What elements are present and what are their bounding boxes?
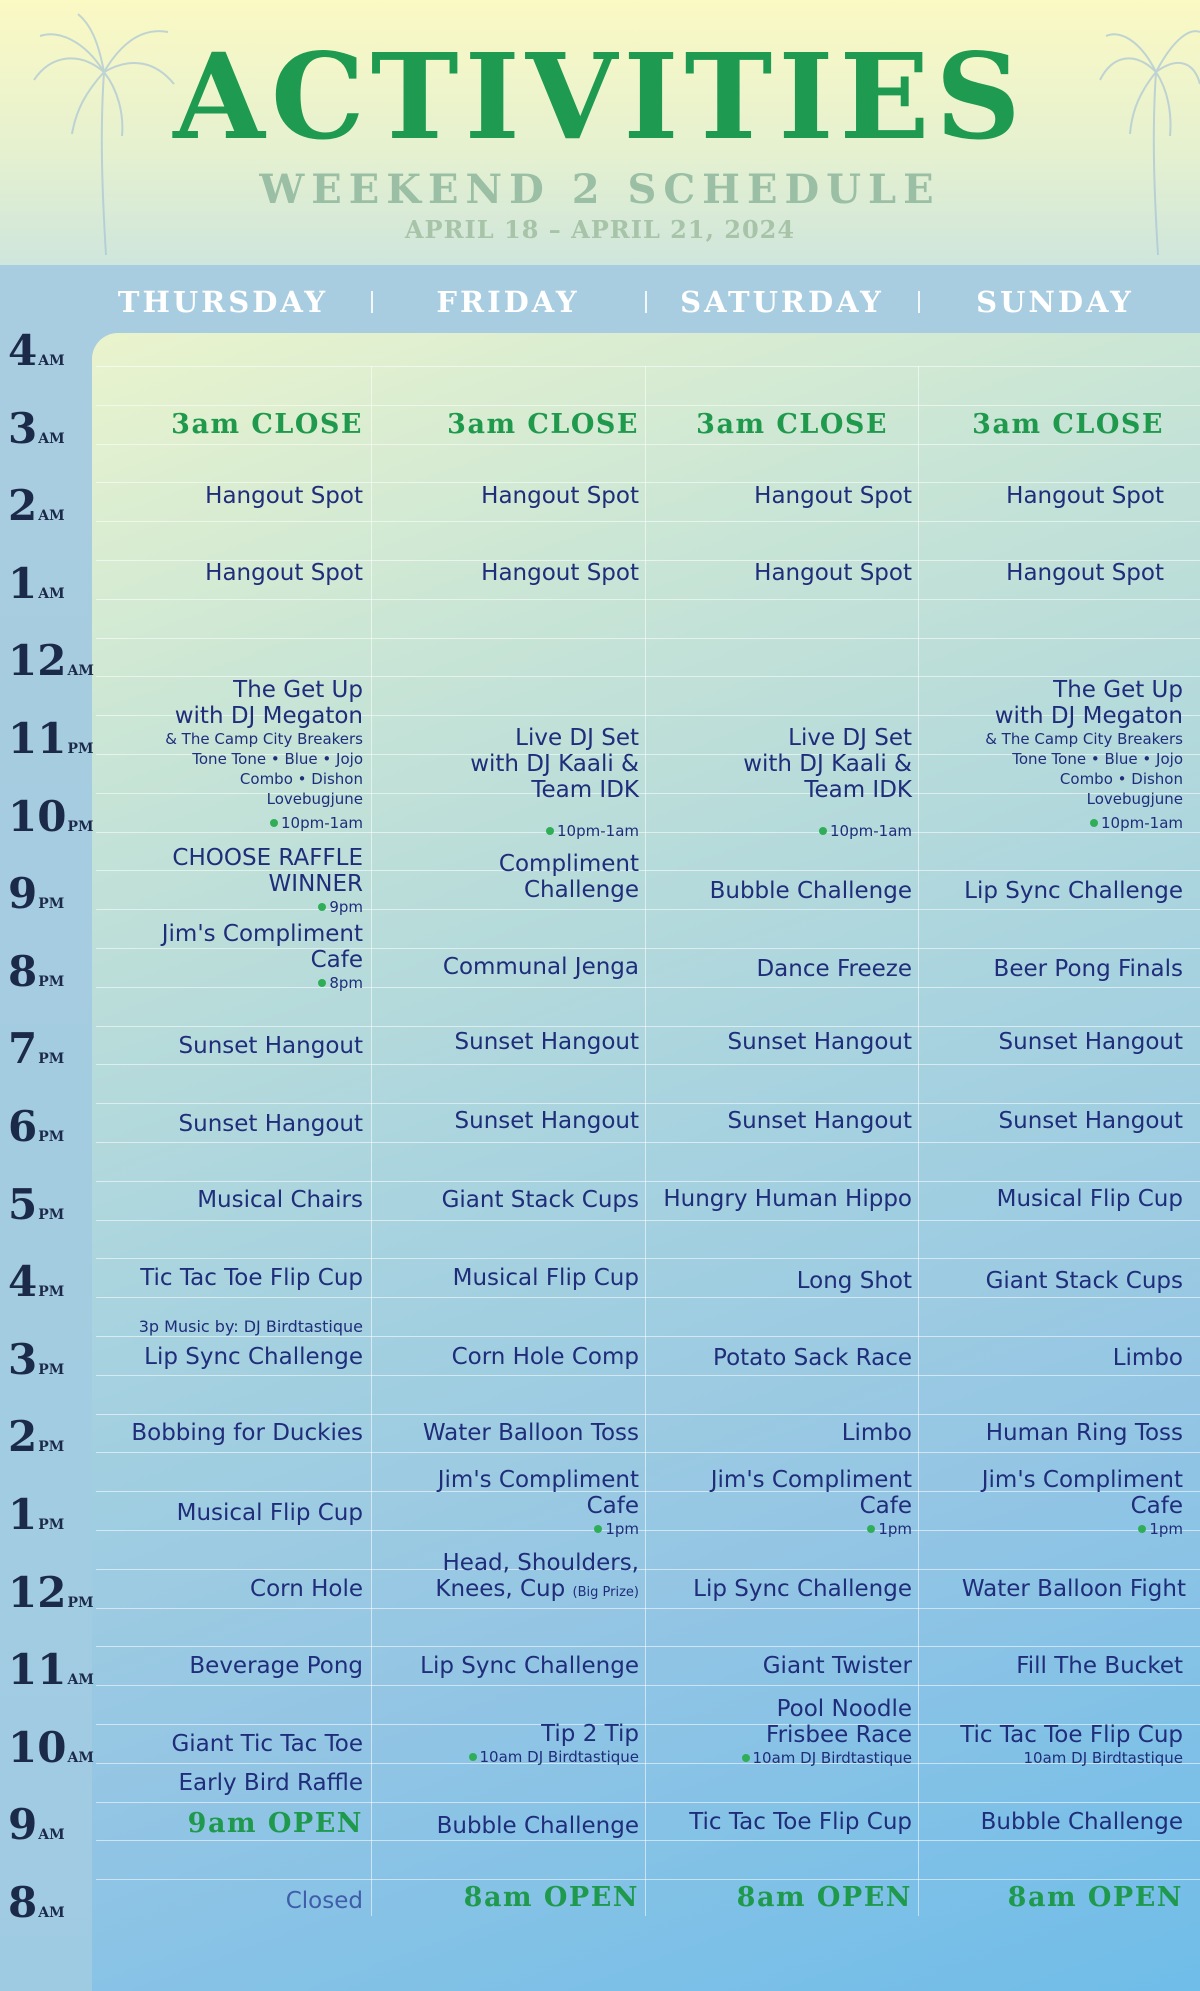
event-title: Jim's Compliment xyxy=(437,1467,639,1493)
grid-row-line xyxy=(96,1064,1200,1065)
thursday-2pm: Bobbing for Duckies xyxy=(131,1420,363,1446)
saturday-2am-hangout: Hangout Spot xyxy=(754,483,912,509)
friday-live-dj xyxy=(470,725,639,841)
event-time: 10pm-1am xyxy=(985,813,1183,833)
hour-label: 5PM xyxy=(8,1180,65,1229)
grid-row-line xyxy=(96,1142,1200,1143)
header xyxy=(0,0,1200,265)
sunday-5pm: Musical Flip Cup xyxy=(996,1186,1183,1212)
grid-row-line xyxy=(96,1646,1200,1647)
saturday-2pm: Limbo xyxy=(841,1420,912,1446)
hour-label: 10AM xyxy=(8,1723,94,1772)
grid-row-line xyxy=(96,1879,1200,1880)
thursday-2am-hangout: Hangout Spot xyxy=(205,483,363,509)
time-dot-icon xyxy=(318,903,326,911)
grid-row-line xyxy=(96,405,1200,406)
event-title: Cafe xyxy=(859,1493,912,1519)
event-title: Frisbee Race xyxy=(766,1722,912,1748)
sunday-3am-close: 3am CLOSE xyxy=(972,409,1164,440)
time-dot-icon xyxy=(318,979,326,987)
grid-row-line xyxy=(96,521,1200,522)
event-time: 10pm-1am xyxy=(165,813,363,833)
event-title: Cafe xyxy=(1130,1493,1183,1519)
hour-label: 3AM xyxy=(8,404,65,453)
grid-row-line xyxy=(96,1026,1200,1027)
event-time: 10am DJ Birdtastique xyxy=(1023,1749,1183,1767)
event-time: 8pm xyxy=(162,973,363,993)
friday-3am-close: 3am CLOSE xyxy=(447,409,639,440)
grid-row-line xyxy=(96,1181,1200,1182)
grid-row-line xyxy=(96,1375,1200,1376)
hour-label: 1PM xyxy=(8,1490,65,1539)
hour-label: 8AM xyxy=(8,1878,65,1927)
event-performers: Tone Tone • Blue • Jojo xyxy=(192,750,363,768)
event-title: Tic Tac Toe Flip Cup xyxy=(960,1722,1183,1748)
friday-9am: Bubble Challenge xyxy=(436,1813,639,1839)
page-title: ACTIVITIES xyxy=(173,27,1027,166)
event-time: 1pm xyxy=(438,1519,639,1539)
friday-11am: Lip Sync Challenge xyxy=(420,1653,639,1679)
time-dot-icon xyxy=(742,1754,750,1762)
friday-7pm: Sunset Hangout xyxy=(454,1029,639,1055)
event-time: 10am DJ Birdtastique xyxy=(469,1747,640,1767)
hour-label: 4AM xyxy=(8,326,65,375)
saturday-9am: Tic Tac Toe Flip Cup xyxy=(689,1809,912,1835)
event-title: with DJ Kaali & xyxy=(470,751,639,777)
thursday-get-up xyxy=(165,677,363,833)
event-title: Jim's Compliment xyxy=(710,1467,912,1493)
event-title: Jim's Compliment xyxy=(981,1467,1183,1493)
saturday-6pm: Sunset Hangout xyxy=(727,1108,912,1134)
event-title: Challenge xyxy=(524,877,639,903)
saturday-3pm: Potato Sack Race xyxy=(713,1345,912,1371)
hour-label: 12AM xyxy=(8,636,94,685)
grid-row-line xyxy=(96,638,1200,639)
saturday-9pm: Bubble Challenge xyxy=(709,878,912,904)
schedule-subtitle: WEEKEND 2 SCHEDULE xyxy=(259,166,941,213)
event-title: WINNER xyxy=(268,871,363,897)
grid-row-line xyxy=(96,1103,1200,1104)
hour-label: 8PM xyxy=(8,947,65,996)
saturday-8am-open: 8am OPEN xyxy=(736,1882,912,1913)
event-title: Team IDK xyxy=(804,777,912,803)
hour-label: 2PM xyxy=(8,1412,65,1461)
event-title: Jim's Compliment xyxy=(161,921,363,947)
saturday-8pm: Dance Freeze xyxy=(756,956,912,982)
hour-label: 7PM xyxy=(8,1024,65,1073)
event-title: The Get Up xyxy=(1053,677,1183,703)
event-title: Pool Noodle xyxy=(776,1696,912,1722)
thursday-8am-closed: Closed xyxy=(285,1888,363,1914)
thursday-6pm: Sunset Hangout xyxy=(178,1111,363,1137)
thursday-1pm: Musical Flip Cup xyxy=(176,1500,363,1526)
sunday-get-up xyxy=(985,677,1183,833)
event-title: with DJ Megaton xyxy=(174,703,363,729)
event-performers: Combo • Dishon xyxy=(1059,770,1183,788)
hour-label: 2AM xyxy=(8,481,65,530)
event-title: Knees, Cup (Big Prize) xyxy=(435,1576,639,1602)
thursday-1am-hangout: Hangout Spot xyxy=(205,560,363,586)
sunday-compliment-cafe xyxy=(982,1467,1183,1539)
sunday-1am-hangout: Hangout Spot xyxy=(1006,560,1164,586)
grid-row-line xyxy=(96,1297,1200,1298)
saturday-10am xyxy=(742,1696,913,1768)
event-performers: Combo • Dishon xyxy=(239,770,363,788)
time-dot-icon xyxy=(546,827,554,835)
thursday-compliment-cafe xyxy=(162,921,363,993)
thursday-3pm-music-note: 3p Music by: DJ Birdtastique xyxy=(138,1317,363,1336)
saturday-4pm: Long Shot xyxy=(796,1268,912,1294)
thursday-3pm: Lip Sync Challenge xyxy=(144,1344,363,1370)
event-title: with DJ Kaali & xyxy=(743,751,912,777)
event-performers: & The Camp City Breakers xyxy=(165,730,363,748)
grid-row-line xyxy=(96,1802,1200,1803)
grid-row-line xyxy=(96,1452,1200,1453)
time-dot-icon xyxy=(819,827,827,835)
grid-row-line xyxy=(96,1258,1200,1259)
grid-row-line xyxy=(96,599,1200,600)
event-title: Cafe xyxy=(586,1493,639,1519)
day-header-thursday: THURSDAY xyxy=(117,285,329,319)
time-dot-icon xyxy=(270,819,278,827)
grid-column-line xyxy=(371,366,372,1916)
event-performers: & The Camp City Breakers xyxy=(985,730,1183,748)
hour-label: 4PM xyxy=(8,1257,65,1306)
friday-9pm xyxy=(499,851,639,903)
saturday-12pm: Lip Sync Challenge xyxy=(693,1576,912,1602)
event-time: 10pm-1am xyxy=(470,821,639,841)
day-header-saturday: SATURDAY xyxy=(680,285,884,319)
event-title: Compliment xyxy=(498,851,639,877)
grid-row-line xyxy=(96,1414,1200,1415)
time-dot-icon xyxy=(1090,819,1098,827)
grid-row-line xyxy=(96,1608,1200,1609)
saturday-7pm: Sunset Hangout xyxy=(727,1029,912,1055)
thursday-4pm: Tic Tac Toe Flip Cup xyxy=(140,1265,363,1291)
sunday-6pm: Sunset Hangout xyxy=(998,1108,1183,1134)
event-title: Head, Shoulders, xyxy=(442,1550,639,1576)
event-title: Tip 2 Tip xyxy=(541,1721,639,1747)
sunday-7pm: Sunset Hangout xyxy=(998,1029,1183,1055)
friday-2pm: Water Balloon Toss xyxy=(422,1420,639,1446)
friday-4pm: Musical Flip Cup xyxy=(452,1265,639,1291)
sunday-10am xyxy=(960,1722,1183,1768)
time-dot-icon xyxy=(469,1753,477,1761)
saturday-11am: Giant Twister xyxy=(762,1653,912,1679)
event-time: 1pm xyxy=(982,1519,1183,1539)
friday-6pm: Sunset Hangout xyxy=(454,1108,639,1134)
thursday-early-bird-raffle: Early Bird Raffle xyxy=(178,1770,363,1796)
thursday-9am-open: 9am OPEN xyxy=(187,1808,363,1839)
thursday-11am: Beverage Pong xyxy=(189,1653,363,1679)
hour-label: 11PM xyxy=(8,714,94,763)
hour-label: 9AM xyxy=(8,1800,65,1849)
event-time: 9pm xyxy=(172,897,363,917)
thursday-3am-close: 3am CLOSE xyxy=(171,409,363,440)
hour-label: 11AM xyxy=(8,1645,94,1694)
prize-note: (Big Prize) xyxy=(572,1585,639,1600)
sunday-12pm: Water Balloon Fight xyxy=(961,1576,1186,1602)
grid-column-line xyxy=(918,366,919,1916)
day-header-sunday: SUNDAY xyxy=(976,285,1134,319)
sunday-2am-hangout: Hangout Spot xyxy=(1006,483,1164,509)
event-performers: Tone Tone • Blue • Jojo xyxy=(1012,750,1183,768)
grid-row-line xyxy=(96,444,1200,445)
hour-label: 3PM xyxy=(8,1335,65,1384)
event-title: CHOOSE RAFFLE xyxy=(172,845,363,871)
friday-compliment-cafe xyxy=(438,1467,639,1539)
friday-8pm: Communal Jenga xyxy=(442,954,639,980)
event-title: with DJ Megaton xyxy=(994,703,1183,729)
hour-label: 12PM xyxy=(8,1568,94,1617)
time-dot-icon xyxy=(594,1525,602,1533)
event-title: The Get Up xyxy=(233,677,363,703)
saturday-3am-close: 3am CLOSE xyxy=(696,409,888,440)
friday-12pm xyxy=(435,1550,639,1606)
grid-row-line xyxy=(96,1685,1200,1686)
hour-label: 6PM xyxy=(8,1102,65,1151)
thursday-12pm: Corn Hole xyxy=(250,1576,363,1602)
saturday-live-dj xyxy=(743,725,912,841)
sunday-8am-open: 8am OPEN xyxy=(1007,1882,1183,1913)
grid-column-line xyxy=(645,366,646,1916)
grid-row-line xyxy=(96,1220,1200,1221)
sunday-3pm: Limbo xyxy=(1112,1345,1183,1371)
date-range: APRIL 18 – APRIL 21, 2024 xyxy=(404,215,796,244)
friday-8am-open: 8am OPEN xyxy=(463,1882,639,1913)
event-title: Team IDK xyxy=(531,777,639,803)
sunday-2pm: Human Ring Toss xyxy=(985,1420,1183,1446)
sunday-9am: Bubble Challenge xyxy=(980,1809,1183,1835)
thursday-5pm: Musical Chairs xyxy=(197,1187,363,1213)
thursday-10am: Giant Tic Tac Toe xyxy=(171,1731,363,1757)
thursday-7pm: Sunset Hangout xyxy=(178,1033,363,1059)
thursday-raffle-winner xyxy=(172,845,363,917)
event-performers: Lovebugjune xyxy=(1086,790,1183,808)
hour-label: 9PM xyxy=(8,869,65,918)
hour-label: 1AM xyxy=(8,559,65,608)
event-time: 10pm-1am xyxy=(743,821,912,841)
grid-row-line xyxy=(96,1840,1200,1841)
event-title: Live DJ Set xyxy=(788,725,912,751)
saturday-5pm: Hungry Human Hippo xyxy=(663,1186,912,1212)
friday-5pm: Giant Stack Cups xyxy=(441,1187,639,1213)
grid-row-line xyxy=(96,366,1200,367)
saturday-compliment-cafe xyxy=(711,1467,912,1539)
event-performers: Lovebugjune xyxy=(266,790,363,808)
friday-2am-hangout: Hangout Spot xyxy=(481,483,639,509)
sunday-9pm: Lip Sync Challenge xyxy=(964,878,1183,904)
friday-3pm: Corn Hole Comp xyxy=(451,1344,639,1370)
saturday-1am-hangout: Hangout Spot xyxy=(754,560,912,586)
time-dot-icon xyxy=(1138,1525,1146,1533)
friday-10am xyxy=(469,1721,640,1767)
grid-row-line xyxy=(96,1569,1200,1570)
event-time: 1pm xyxy=(711,1519,912,1539)
sunday-11am: Fill The Bucket xyxy=(1016,1653,1183,1679)
sunday-8pm: Beer Pong Finals xyxy=(993,956,1183,982)
event-title: Live DJ Set xyxy=(515,725,639,751)
friday-1am-hangout: Hangout Spot xyxy=(481,560,639,586)
hour-label: 10PM xyxy=(8,792,94,841)
sunday-4pm: Giant Stack Cups xyxy=(985,1268,1183,1294)
time-dot-icon xyxy=(867,1525,875,1533)
day-header-friday: FRIDAY xyxy=(436,285,580,319)
event-time: 10am DJ Birdtastique xyxy=(742,1748,913,1768)
event-title: Cafe xyxy=(310,947,363,973)
